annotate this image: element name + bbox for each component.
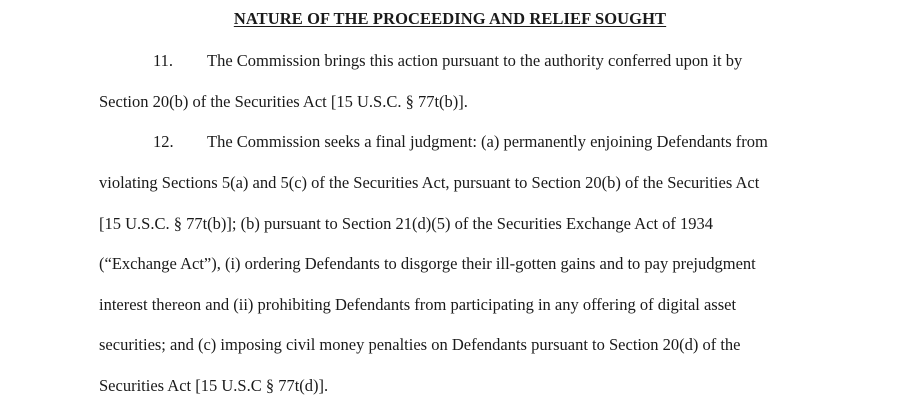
paragraph-line: (“Exchange Act”), (i) ordering Defendants to disgorge their ill-gotten gains and to pay prejudgment: [99, 254, 756, 273]
paragraph-number: 12.: [153, 132, 174, 151]
paragraph-line: The Commission seeks a final judgment: (a) permanently enjoining Defendants from: [207, 132, 768, 151]
paragraph-line: Section 20(b) of the Securities Act [15 U.S.C. § 77t(b)].: [99, 92, 468, 111]
paragraph-line: The Commission brings this action pursuant to the authority conferred upon it by: [207, 51, 743, 70]
paragraph-number: 11.: [153, 51, 174, 70]
paragraph-line: [15 U.S.C. § 77t(b)]; (b) pursuant to Section 21(d)(5) of the Securities Exchange Act of 1934: [99, 214, 714, 233]
paragraph-line: interest thereon and (ii) prohibiting Defendants from participating in any offering of digital asset: [99, 295, 737, 314]
paragraph-line: violating Sections 5(a) and 5(c) of the Securities Act, pursuant to Section 20(b) of the Securities Act: [99, 173, 760, 192]
paragraph-line: Securities Act [15 U.S.C § 77t(d)].: [99, 376, 329, 395]
paragraph-line: securities; and (c) imposing civil money penalties on Defendants pursuant to Section 20(d) of the: [99, 335, 741, 354]
section-heading: NATURE OF THE PROCEEDING AND RELIEF SOUGHT: [233, 9, 667, 28]
